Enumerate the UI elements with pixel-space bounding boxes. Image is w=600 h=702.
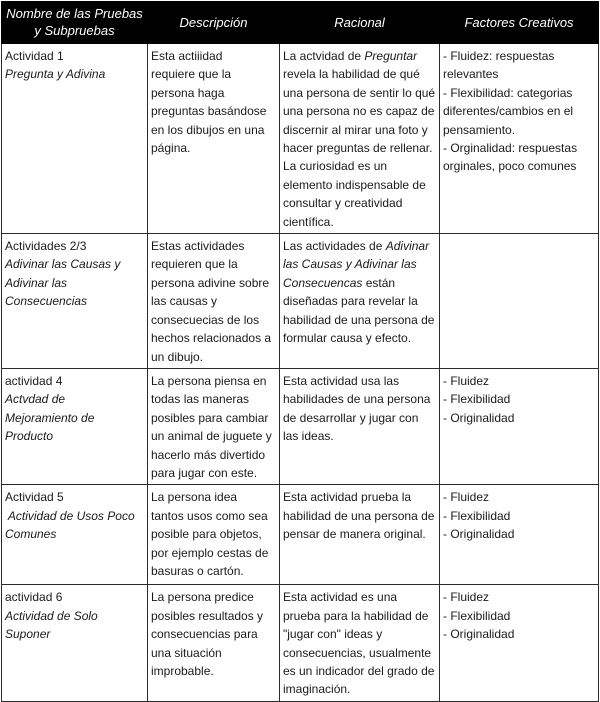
factor-line: - Orginalidad: respuestas (443, 141, 578, 156)
rational-line: de desarrollar y jugar con (283, 410, 419, 425)
rational-italic-term: Adivinar (385, 239, 430, 254)
header-description: Descripción (148, 2, 280, 44)
rational-line: revela la habilidad de qué (283, 67, 420, 82)
cell-rational (280, 44, 440, 234)
rational-line: prueba para la habilidad de (283, 608, 429, 623)
creativity-tests-table (1, 1, 599, 702)
rational-line: elemento indispensable de (283, 177, 426, 192)
activity-title: Comunes (5, 527, 57, 542)
cell-description (148, 485, 280, 585)
factor-line: - Fluidez: respuestas (443, 49, 555, 63)
factor-line: orginales, poco comunes (443, 159, 577, 174)
description-line: Estas actividades (151, 239, 245, 254)
rational-line: discernir al mirar una foto y (283, 122, 428, 137)
description-line: hacerlo más divertido (151, 447, 266, 462)
activity-title: Adivinar las (5, 275, 68, 290)
rational-line: hacer preguntas de rellenar. (283, 141, 433, 156)
factor-line: - Flexibilidad (443, 508, 511, 523)
cell-creative-factors (440, 234, 599, 369)
rational-text: Las actividades de (283, 239, 386, 254)
cell-creative-factors (440, 44, 599, 234)
description-line: posibles para cambiar (151, 410, 269, 425)
rational-text: La actvidad de (283, 49, 365, 63)
cell-test-name (2, 368, 148, 484)
factor-line: - Flexibilidad (443, 608, 511, 623)
cell-description (148, 234, 280, 369)
activity-title: Producto (5, 429, 54, 444)
description-line: La persona piensa en (151, 373, 267, 388)
factor-line: relevantes (443, 67, 499, 82)
description-line: Esta actiiidad (151, 49, 223, 63)
rational-italic-term: Preguntar (364, 49, 418, 63)
description-line: página. (151, 141, 191, 156)
cell-description (148, 44, 280, 234)
activity-title: Actvdad de (5, 392, 66, 407)
activity-title: Actividad de Usos Poco (5, 508, 135, 523)
cell-rational (280, 368, 440, 484)
description-line: La persona idea (151, 490, 238, 505)
activity-title: Mejoramiento de (5, 410, 95, 425)
rational-line: consecuencias, usualmente (283, 645, 432, 660)
cell-test-name (2, 44, 148, 234)
activity-title: Actividad de Solo (5, 608, 98, 623)
activity-number: Actividades 2/3 (5, 239, 87, 254)
rational-line: es un indicador del grado de (283, 663, 435, 678)
rational-line (283, 237, 436, 255)
cell-test-name (2, 485, 148, 585)
rational-line: La curiosidad es un (283, 159, 388, 174)
description-line: improbable. (151, 663, 214, 678)
table-row (2, 585, 599, 701)
description-line: La persona predice (151, 590, 254, 605)
description-line: persona haga (151, 85, 225, 100)
factor-line: pensamiento. (443, 122, 516, 137)
activity-number: actividad 6 (5, 590, 63, 605)
rational-line: científica. (283, 214, 334, 229)
activity-title: Suponer (5, 627, 51, 642)
activity-number: Actividad 1 (5, 49, 64, 63)
rational-line: Esta actividad usa las (283, 373, 400, 388)
header-test-name: Nombre de las Pruebas y Subpruebas (2, 2, 148, 44)
rational-line: pensar de manera original. (283, 527, 426, 542)
description-line: un animal de juguete y (151, 429, 272, 444)
cell-description (148, 585, 280, 701)
activity-title: Adivinar las Causas y (5, 257, 121, 272)
factor-line: - Fluidez (443, 590, 490, 605)
rational-line: imaginación. (283, 682, 351, 697)
rational-line: Esta actividad prueba la (283, 490, 412, 505)
activity-title: Consecuencias (5, 294, 88, 309)
description-line: hechos relacionados a (151, 331, 272, 346)
description-line: consecuecias de los (151, 312, 260, 327)
rational-line: habilidades de una persona (283, 392, 431, 407)
description-line: todas las maneras (151, 392, 250, 407)
rational-line: consultar y creatividad (283, 196, 403, 211)
rational-italic-term: Consecuencas (283, 275, 363, 290)
factor-line: - Fluidez (443, 373, 490, 388)
description-line: en los dibujos en una (151, 122, 265, 137)
description-line: una situación (151, 645, 222, 660)
header-creative-factors: Factores Creativos (440, 2, 599, 44)
table-header-row (2, 2, 599, 44)
rational-line: una persona de sentir lo qué (283, 85, 436, 100)
description-line: requieren que la (151, 257, 238, 272)
description-line: tantos usos como sea (151, 508, 268, 523)
cell-creative-factors (440, 485, 599, 585)
factor-line: diferentes/cambios en el (443, 104, 574, 119)
description-line: consecuencias para (151, 627, 258, 642)
description-line: por ejemplo cestas de (151, 545, 269, 560)
cell-rational (280, 585, 440, 701)
description-line: persona adivine sobre (151, 275, 270, 290)
activity-number: Actividad 5 (5, 490, 64, 505)
rational-line (283, 47, 436, 65)
cell-creative-factors (440, 585, 599, 701)
description-line: basuras o cartón. (151, 563, 244, 578)
description-line: preguntas basándose (151, 104, 267, 119)
cell-rational (280, 485, 440, 585)
factor-line: - Flexibilidad: categorias (443, 85, 573, 100)
rational-line: diseñadas para revelar la (283, 294, 418, 309)
rational-line: una persona no es capaz de (283, 104, 435, 119)
cell-creative-factors (440, 368, 599, 484)
rational-line: Esta actividad es una (283, 590, 398, 605)
factor-line: - Originalidad (443, 410, 515, 425)
table-row (2, 485, 599, 585)
rational-line: "jugar con" ideas y (283, 627, 383, 642)
table-row (2, 44, 599, 234)
cell-rational (280, 234, 440, 369)
description-line: posible para objetos, (151, 527, 262, 542)
description-line: posibles resultados y (151, 608, 264, 623)
factor-line: - Originalidad (443, 627, 515, 642)
activity-number: actividad 4 (5, 373, 63, 388)
header-rational: Racional (280, 2, 440, 44)
rational-line: habilidad de una persona de (283, 312, 435, 327)
rational-line: habilidad de una persona de (283, 508, 435, 523)
activity-title: Pregunta y Adivina (5, 67, 106, 82)
factor-line: - Originalidad (443, 527, 515, 542)
rational-line: las Causas y Adivinar las (283, 257, 417, 272)
factor-line: - Fluidez (443, 490, 490, 505)
rational-text: están (362, 275, 396, 290)
rational-line (283, 274, 436, 292)
factor-line: - Flexibilidad (443, 392, 511, 407)
description-line: las causas y (151, 294, 218, 309)
table-row (2, 234, 599, 369)
table-row (2, 368, 599, 484)
rational-line: las ideas. (283, 429, 334, 444)
cell-test-name (2, 234, 148, 369)
rational-line: formular causa y efecto. (283, 331, 412, 346)
cell-description (148, 368, 280, 484)
cell-test-name (2, 585, 148, 701)
description-line: requiere que la (151, 67, 232, 82)
description-line: un dibujo. (151, 349, 204, 364)
description-line: para jugar con este. (151, 465, 258, 480)
